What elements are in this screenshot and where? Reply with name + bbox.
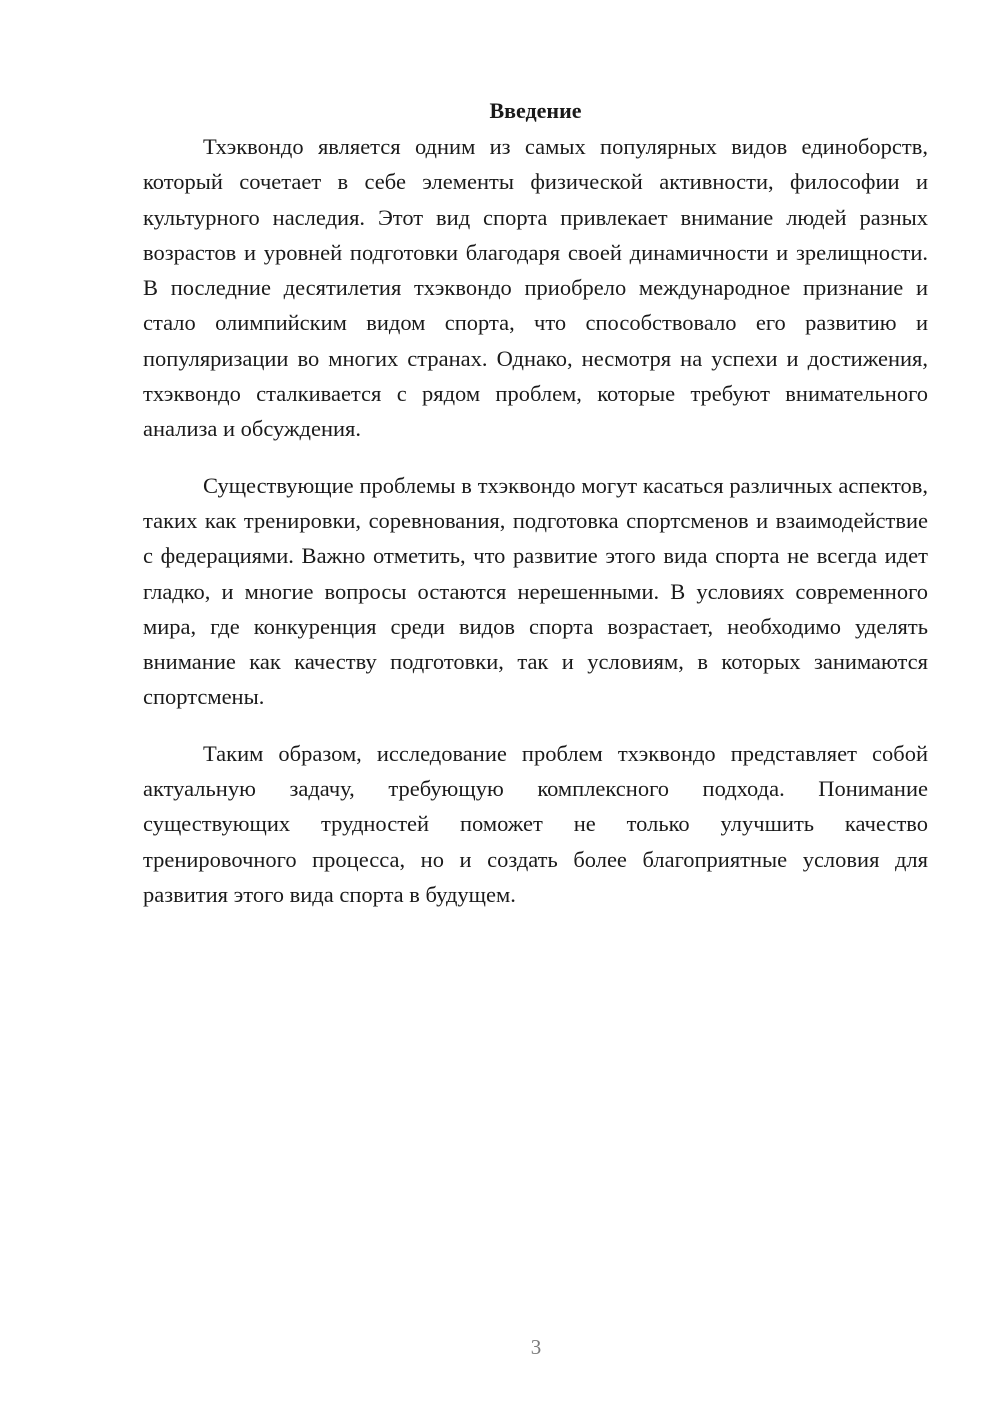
paragraph-intro: Тхэквондо является одним из самых популярных видов единоборств, который сочетает в себе элементы физической активности, философии и культурного наследия. Этот вид спорта привлекает внимание людей разных возрастов и уровней подготовки благодаря своей динамичности и зрелищности. В последние десятилетия тхэквондо приобрело международное признание и стало олимпийским видом спорта, что способствовало его развитию и популяризации во многих странах. Однако, несмотря на успехи и достижения, тхэквондо сталкивается с рядом проблем, которые требуют внимательного анализа и обсуждения. — [143, 134, 928, 442]
page-content — [143, 96, 928, 912]
paragraph-conclusion: Таким образом, исследование проблем тхэквондо представляет собой актуальную задачу, требующую комплексного подхода. Понимание существующих трудностей поможет не только улучшить качество тренировочного процесса, но и создать более благоприятные условия для развития этого вида спорта в будущем. — [143, 740, 928, 907]
paragraph-problems: Существующие проблемы в тхэквондо могут касаться различных аспектов, таких как тренировки, соревнования, подготовка спортсменов и взаимодействие с федерациями. Важно отметить, что развитие этого вида спорта не всегда идет гладко, и многие вопросы остаются нерешенными. В условиях современного мира, где конкуренция среди видов спорта возрастает, необходимо уделять внимание как качеству подготовки, так и условиям, в которых занимаются спортсмены. — [143, 472, 928, 710]
section-heading: Введение — [489, 98, 582, 123]
page-number: 3 — [530, 1335, 542, 1359]
